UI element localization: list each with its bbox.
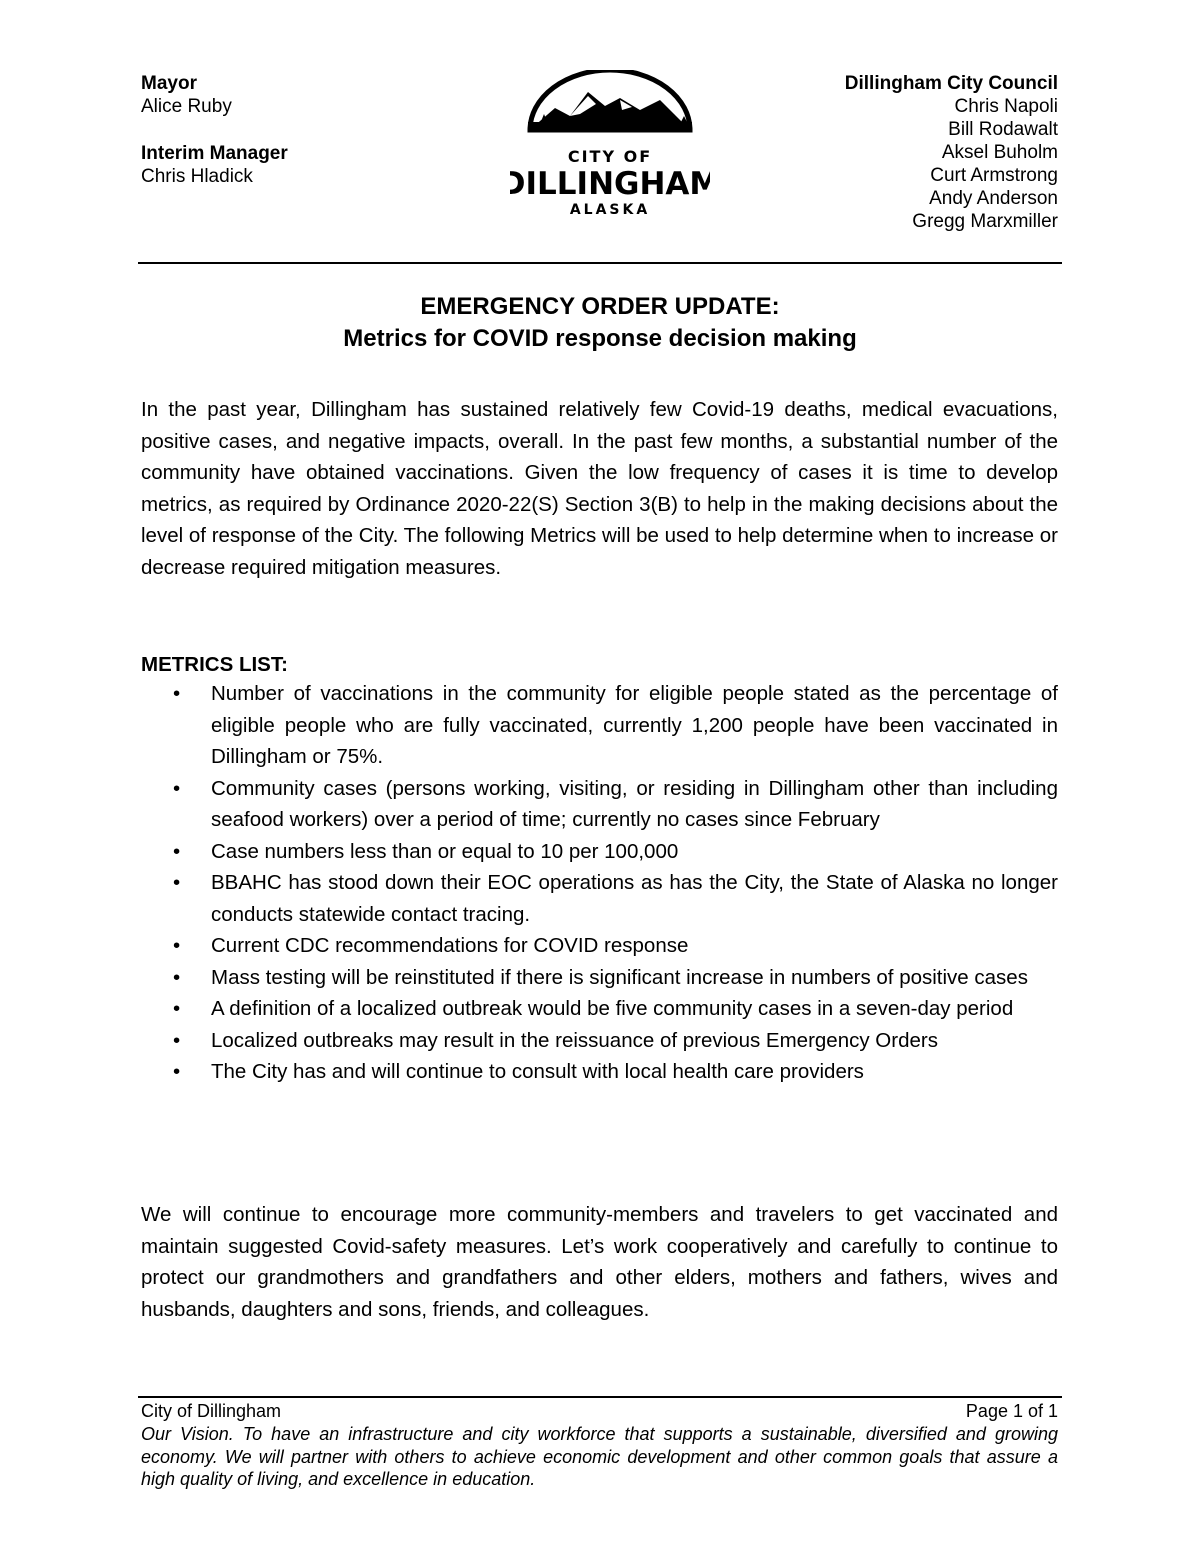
bullet-icon: • (173, 1028, 181, 1052)
council-member: Curt Armstrong (930, 165, 1058, 186)
council-title: Dillingham City Council (844, 73, 1058, 94)
list-item (141, 867, 1058, 930)
footer-divider (138, 1396, 1062, 1398)
footer-page-number: Page 1 of 1 (965, 1401, 1058, 1421)
list-item (141, 930, 1058, 962)
bullet-icon: • (173, 997, 181, 1020)
list-item (141, 962, 1058, 994)
closing-paragraph: We will continue to encourage more community-members and travelers to get vaccinated and maintain suggested Covid-safety measures. Let’s work cooperatively and carefully to continue to protect our grandmothers and grandfathers and other elders, mothers and fathers, wives and husbands, daughters and sons, friends, and colleagues. (141, 1203, 1058, 1321)
list-item-text: Case numbers less than or equal to 10 per 100,000 (211, 839, 679, 863)
footer-org: City of Dillingham (141, 1401, 282, 1421)
list-item (141, 836, 1058, 868)
document-subtitle: Metrics for COVID response decision making (343, 325, 857, 352)
list-item-text: A definition of a localized outbreak would be five community cases in a seven-day period (211, 997, 1014, 1020)
bullet-icon: • (173, 965, 181, 989)
list-item (141, 1056, 1058, 1088)
header-left-block (141, 72, 288, 188)
list-item (141, 773, 1058, 836)
document-title: EMERGENCY ORDER UPDATE: (420, 293, 780, 320)
footer-vision-statement: Our Vision. To have an infrastructure and city workforce that supports a sustainable, diversified and growing economy. We will partner with others to achieve economic development and other common goals that assure a high quality of living, and excellence in education. (141, 1424, 1058, 1489)
header-divider (138, 262, 1062, 264)
logo-line-1: CITY OF (567, 147, 653, 166)
metrics-list (141, 678, 1058, 1088)
header-right-block (845, 72, 1058, 233)
metrics-heading: METRICS LIST: (141, 653, 288, 676)
list-item-text: Community cases (persons working, visiting, or residing in Dillingham other than including seafood workers) over a period of time; currently no cases since February (211, 776, 1058, 831)
list-item (141, 993, 1058, 1025)
bullet-icon: • (173, 871, 181, 894)
intro-paragraph: In the past year, Dillingham has sustained relatively few Covid-19 deaths, medical evacuations, positive cases, and negative impacts, overall. In the past few months, a substantial number of the community have obtained vaccinations. Given the low frequency of cases it is time to develop metrics, as required by Ordinance 2020-22(S) Section 3(B) to help in the making decisions about the level of response of the City. The following Metrics will be used to help determine when to increase or decrease required mitigation measures. (141, 398, 1058, 579)
mayor-name: Alice Ruby (141, 96, 232, 117)
list-item-text: Localized outbreaks may result in the reissuance of previous Emergency Orders (211, 1028, 938, 1052)
manager-name: Chris Hladick (141, 166, 253, 187)
bullet-icon: • (173, 839, 181, 863)
council-member: Chris Napoli (954, 96, 1058, 117)
manager-title: Interim Manager (141, 143, 288, 164)
council-member: Andy Anderson (929, 188, 1058, 209)
bullet-icon: • (173, 934, 181, 957)
list-item-text: The City has and will continue to consult with local health care providers (211, 1060, 864, 1083)
list-item-text: Current CDC recommendations for COVID response (211, 934, 689, 957)
logo-line-2: DILLINGHAM (510, 166, 710, 202)
bullet-icon: • (173, 682, 181, 705)
logo-line-3: ALASKA (569, 202, 651, 218)
list-item-text: Mass testing will be reinstituted if there is significant increase in numbers of positive cases (211, 965, 1028, 989)
council-member: Bill Rodawalt (948, 119, 1058, 140)
list-item-text: BBAHC has stood down their EOC operations as has the City, the State of Alaska no longer conducts statewide contact tracing. (211, 871, 1058, 926)
mayor-title: Mayor (141, 73, 197, 94)
council-member: Gregg Marxmiller (912, 211, 1058, 232)
list-item-text: Number of vaccinations in the community for eligible people stated as the percentage of eligible people who are fully vaccinated, currently 1,200 people have been vaccinated in Dillingham or 75%. (211, 682, 1058, 768)
list-item (141, 678, 1058, 773)
list-item (141, 1025, 1058, 1057)
council-member: Aksel Buholm (941, 142, 1058, 163)
bullet-icon: • (173, 776, 181, 800)
bullet-icon: • (173, 1060, 181, 1083)
city-logo (510, 70, 710, 220)
